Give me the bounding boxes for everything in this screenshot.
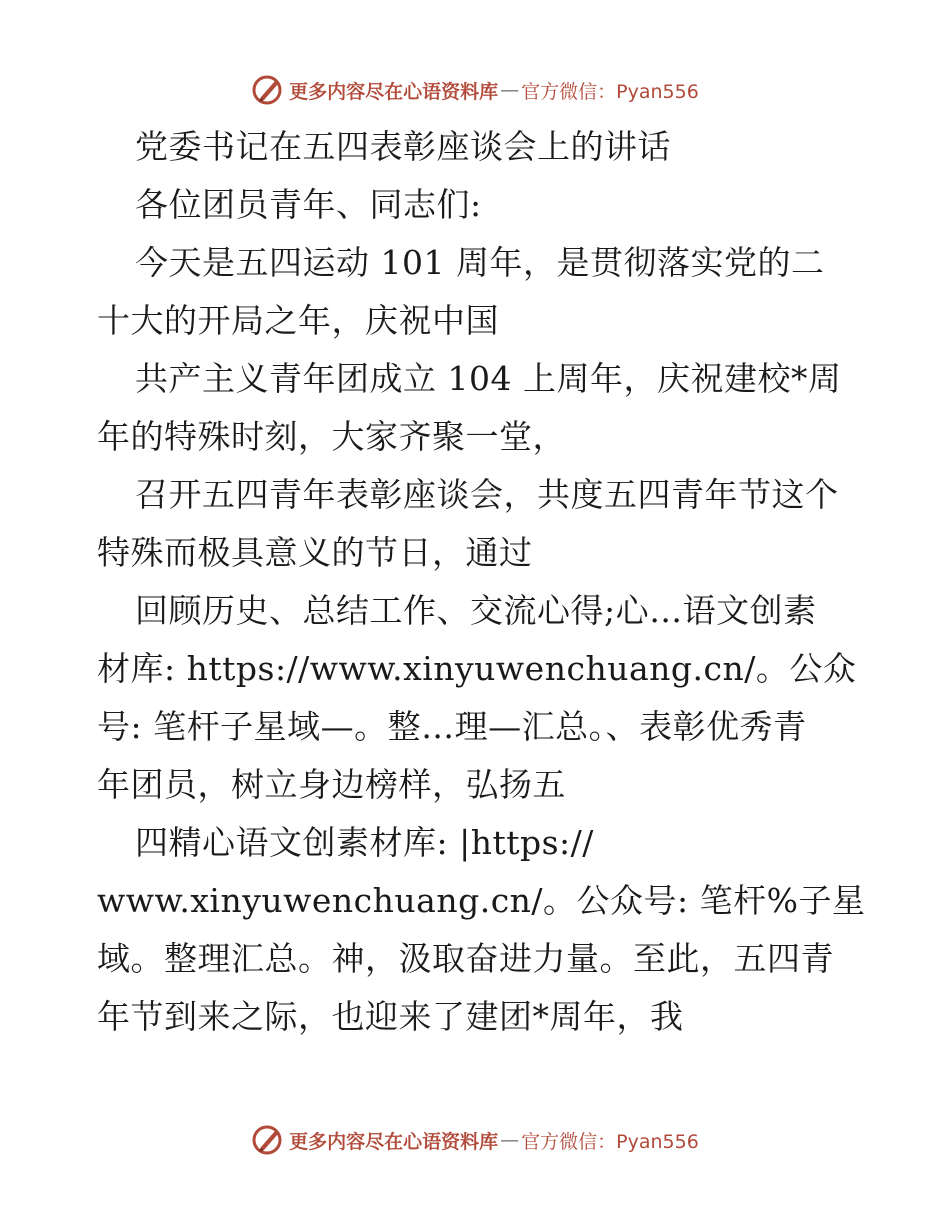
paragraph-line: 年节到来之际，也迎来了建团*周年，我: [97, 997, 684, 1036]
paragraph-line: 域。整理汇总。神，汲取奋进力量。至此，五四青: [97, 939, 834, 978]
banner-account: 官方微信：Pyan556: [521, 80, 699, 103]
paragraph-line: 四精心语文创素材库: |https://: [135, 823, 594, 862]
banner-title: 更多内容尽在心语资料库: [289, 1130, 499, 1153]
salutation: 各位团员青年、同志们:: [135, 185, 482, 224]
footer-banner: [0, 1120, 950, 1160]
paragraph-line: 特殊而极具意义的节日，通过: [97, 533, 533, 572]
banner-dash: —: [500, 79, 520, 101]
paragraph-line: www.xinyuwenchuang.cn/。公众号: 笔杆%子星: [97, 881, 866, 920]
pen-logo-icon: [251, 73, 285, 107]
pen-logo-icon: [251, 1123, 285, 1157]
paragraph-line: 今天是五四运动 101 周年，是贯彻落实党的二: [135, 243, 825, 282]
document-title: 党委书记在五四表彰座谈会上的讲话: [135, 127, 671, 166]
paragraph-line: 召开五四青年表彰座谈会，共度五四青年节这个: [135, 475, 839, 514]
paragraph-line: 年的特殊时刻，大家齐聚一堂，: [97, 417, 566, 456]
paragraph-line: 号: 笔杆子星域—。整…理—汇总。、表彰优秀青: [97, 707, 807, 746]
document-body: [97, 118, 877, 1046]
paragraph-line: 共产主义青年团成立 104 上周年，庆祝建校*周: [135, 359, 842, 398]
banner-account: 官方微信：Pyan556: [521, 1130, 699, 1153]
banner-dash: —: [500, 1129, 520, 1151]
paragraph-line: 年团员，树立身边榜样，弘扬五: [97, 765, 566, 804]
paragraph-line: 材库: https://www.xinyuwenchuang.cn/。公众: [97, 649, 857, 688]
banner-title: 更多内容尽在心语资料库: [289, 80, 499, 103]
header-banner: [0, 70, 950, 110]
paragraph-line: 回顾历史、总结工作、交流心得;心…语文创素: [135, 591, 817, 630]
paragraph-line: 十大的开局之年，庆祝中国: [97, 301, 499, 340]
